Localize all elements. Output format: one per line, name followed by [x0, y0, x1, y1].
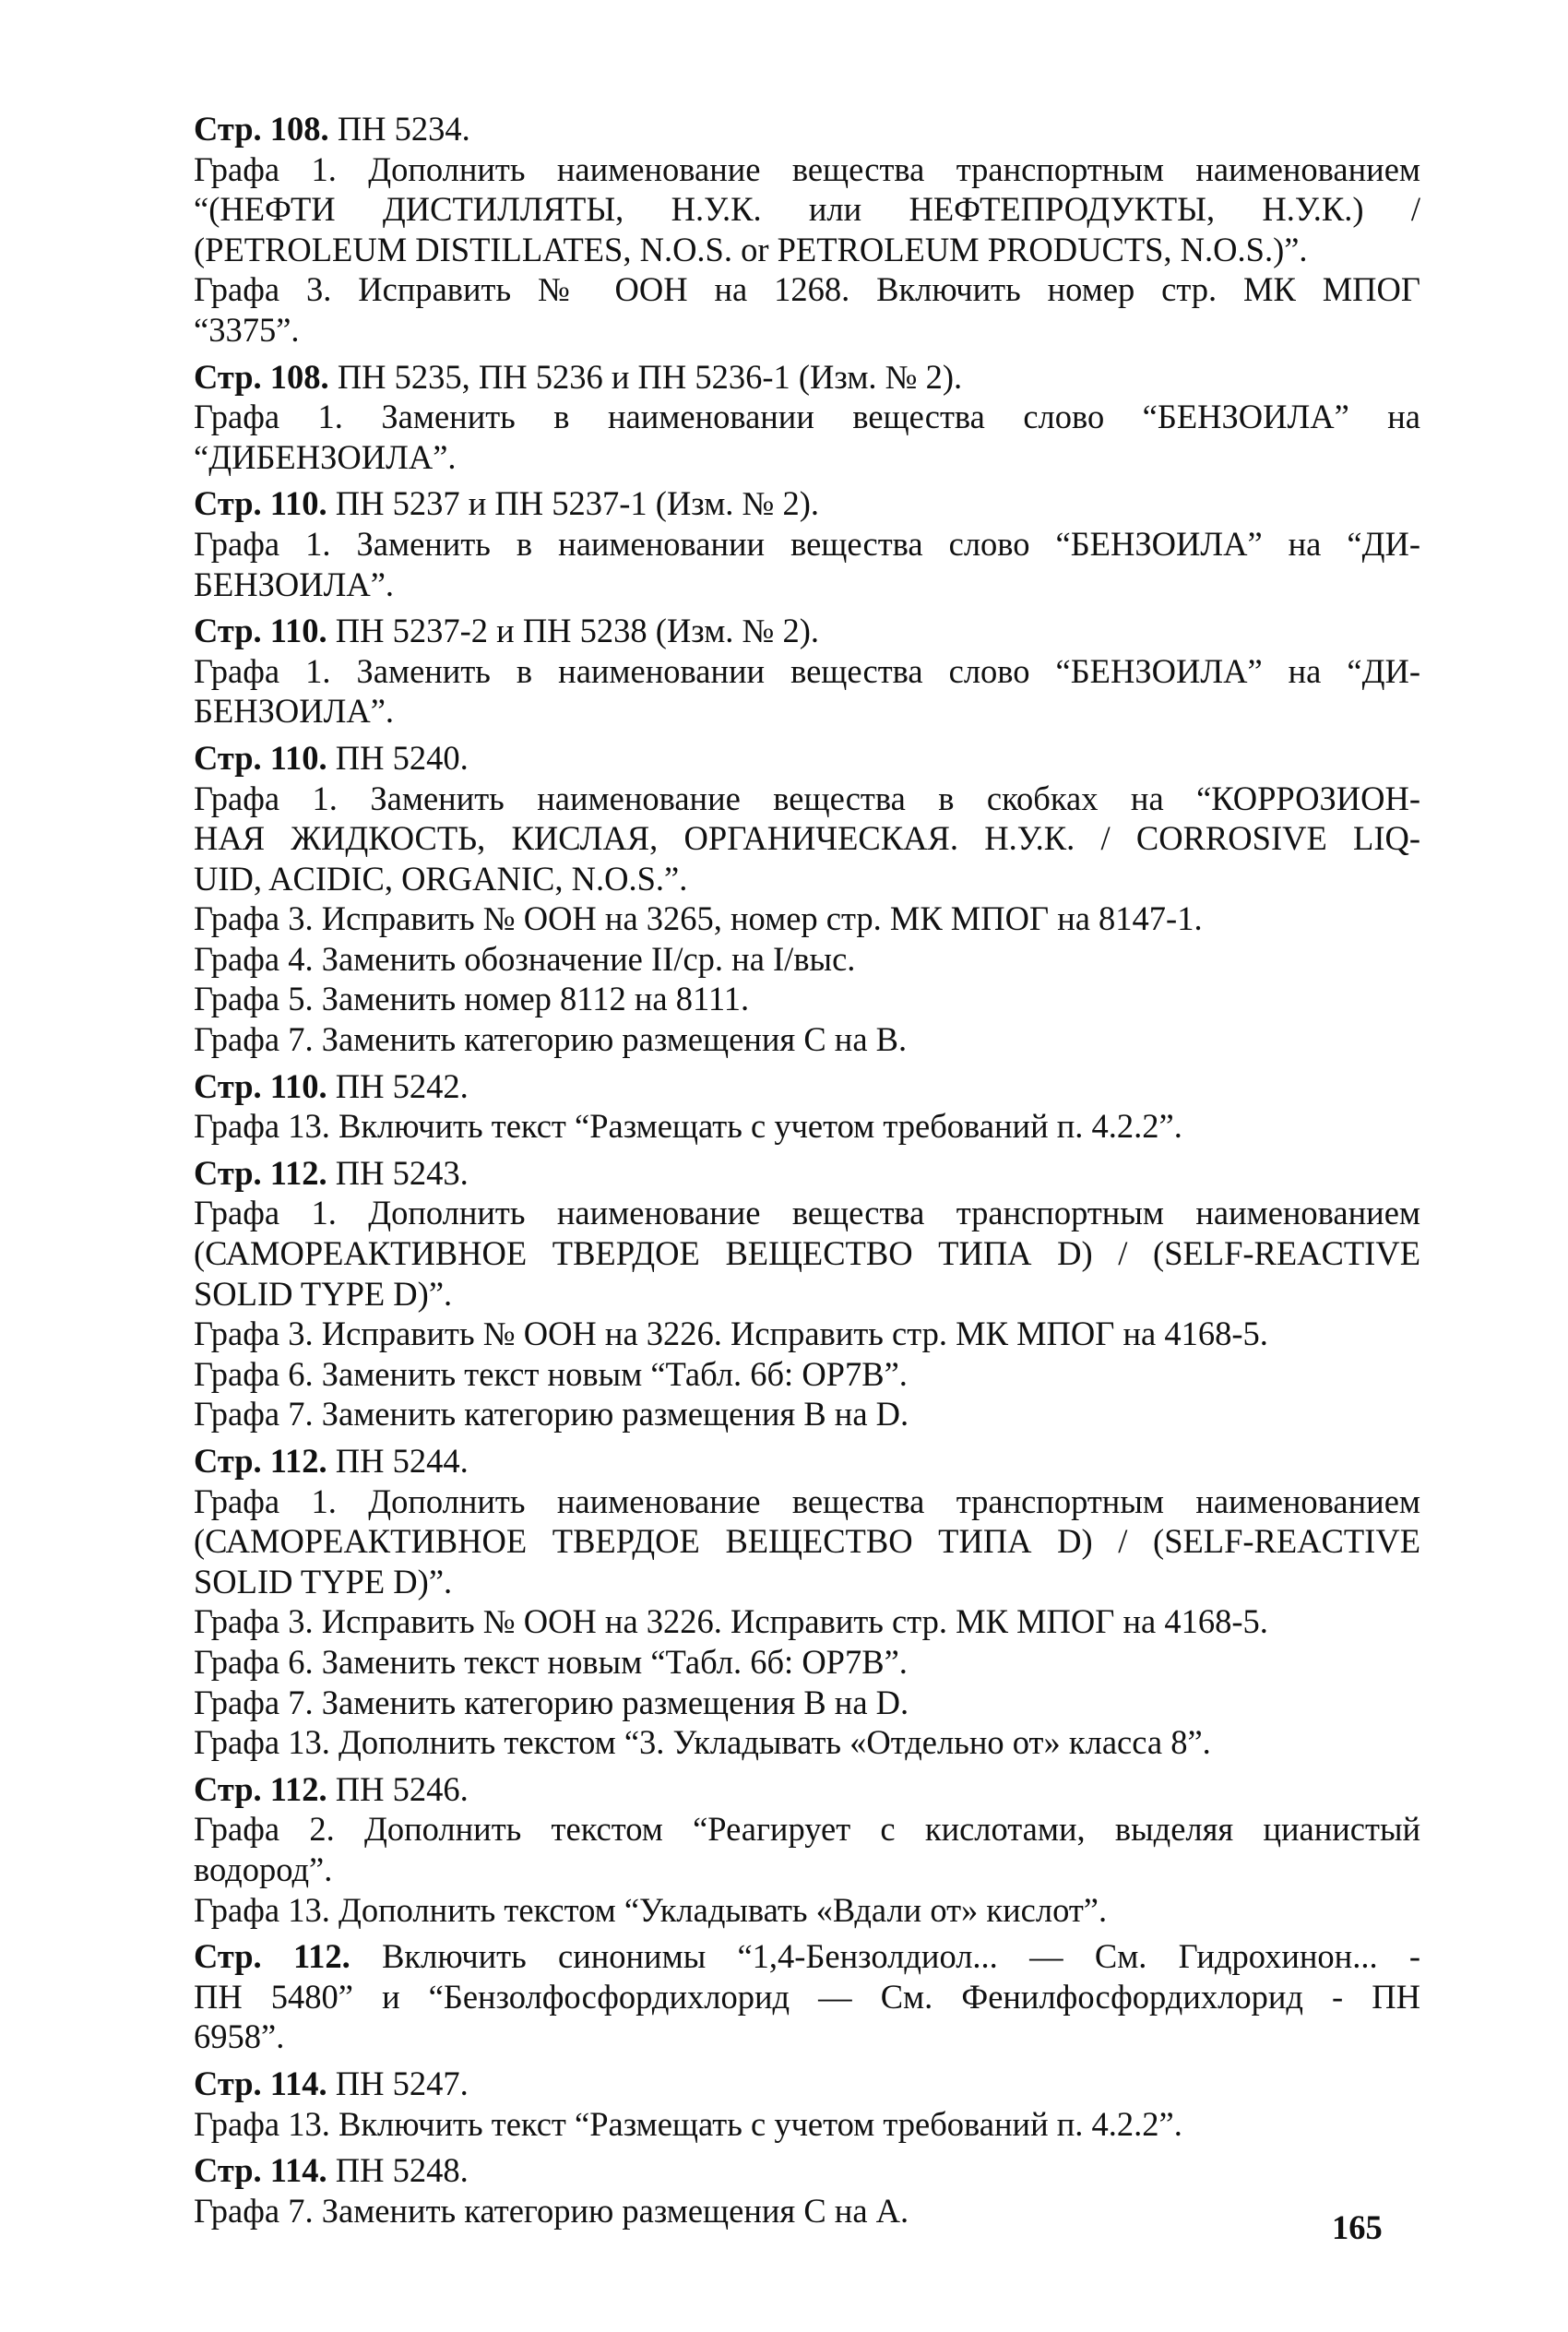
text-line: НАЯ ЖИДКОСТЬ, КИСЛАЯ, ОРГАНИЧЕСКАЯ. Н.У.К. / CORROSIVE LIQ- — [194, 819, 1420, 858]
page-reference: Стр. 114. — [194, 2151, 327, 2190]
text-line: SOLID TYPE D)”. — [194, 1274, 453, 1313]
text-line: Графа 7. Заменить категорию размещения В на D. — [194, 1683, 909, 1721]
page-reference: Стр. 108. — [194, 110, 329, 148]
heading-text: ПН 5237-2 и ПН 5238 (Изм. № 2). — [327, 612, 820, 650]
text-line: SOLID TYPE D)”. — [194, 1562, 453, 1600]
amendment-block — [194, 1066, 1420, 1147]
heading-text: ПН 5237 и ПН 5237-1 (Изм. № 2). — [327, 484, 820, 523]
page-reference: Стр. 110. — [194, 738, 327, 777]
page-content — [194, 109, 1420, 2237]
page-reference: Стр. 108. — [194, 357, 329, 396]
amendment-block — [194, 109, 1420, 351]
amendment-heading — [194, 1441, 1420, 1481]
amendment-heading — [194, 357, 1420, 398]
text-line: Графа 6. Заменить текст новым “Табл. 6б: OP7B”. — [194, 1642, 908, 1681]
text-line: БЕНЗОИЛА”. — [194, 692, 395, 731]
text-line: Графа 1. Заменить наименование вещества в скобках на “КОРРОЗИОН- — [194, 779, 1420, 817]
page-reference: Стр. 110. — [194, 484, 327, 523]
amendment-heading — [194, 611, 1420, 651]
page-reference: Стр. 114. — [194, 2064, 327, 2102]
text-line: Графа 6. Заменить текст новым “Табл. 6б: OP7B”. — [194, 1354, 908, 1393]
text-line: Графа 3. Исправить № ООН на 3265, номер стр. МК МПОГ на 8147-1. — [194, 899, 1203, 938]
amendment-block — [194, 611, 1420, 732]
page-reference: Стр. 112. — [194, 1442, 327, 1480]
text-line: (PETROLEUM DISTILLATES, N.O.S. or PETROLEUM PRODUCTS, N.O.S.)”. — [194, 230, 1308, 268]
text-line: Графа 2. Дополнить текстом “Реагирует с кислотами, выделяя цианистый — [194, 1810, 1420, 1849]
amendment-block — [194, 2064, 1420, 2144]
amendment-block — [194, 1769, 1420, 1930]
amendment-block — [194, 1153, 1420, 1434]
heading-text: ПН 5235, ПН 5236 и ПН 5236-1 (Изм. № 2). — [328, 357, 963, 396]
text-line: Графа 7. Заменить категорию размещения В на D. — [194, 1395, 909, 1434]
text-line: “3375”. — [194, 310, 300, 349]
text-line: 6958”. — [194, 2017, 285, 2056]
text-line: Графа 1. Заменить в наименовании вещества слово “БЕНЗОИЛА” на “ДИ- — [194, 651, 1420, 690]
page-number: 165 — [1332, 2208, 1383, 2246]
heading-text: ПН 5247. — [327, 2064, 469, 2102]
amendment-heading — [194, 738, 1420, 779]
text-line: водород”. — [194, 1850, 333, 1888]
text-line: (САМОРЕАКТИВНОЕ ТВЕРДОЕ ВЕЩЕСТВО ТИПА D) / (SELF-REACTIVE — [194, 1234, 1420, 1273]
text-line: Графа 1. Дополнить наименование вещества транспортным наименованием — [194, 1194, 1420, 1232]
text-line: Графа 7. Заменить категорию размещения С на А. — [194, 2191, 909, 2230]
text-line: Графа 13. Включить текст “Размещать с учетом требований п. 4.2.2”. — [194, 1107, 1182, 1146]
text-line: Графа 3. Исправить № ООН на 3226. Исправить стр. МК МПОГ на 4168-5. — [194, 1315, 1268, 1353]
text-line: “(НЕФТИ ДИСТИЛЛЯТЫ, Н.У.К. или НЕФТЕПРОДУКТЫ, Н.У.К.) / — [194, 190, 1420, 229]
heading-text: ПН 5240. — [327, 738, 469, 777]
text-line: Графа 1. Заменить в наименовании вещества слово “БЕНЗОИЛА” на “ДИ- — [194, 524, 1420, 563]
heading-text: ПН 5243. — [327, 1153, 469, 1192]
text-line: БЕНЗОИЛА”. — [194, 565, 395, 603]
amendment-block — [194, 1441, 1420, 1763]
page-reference: Стр. 112. — [194, 1153, 327, 1192]
page-reference: Стр. 112. — [194, 1769, 327, 1808]
text-line: UID, ACIDIC, ORGANIC, N.O.S.”. — [194, 859, 688, 898]
heading-text: ПН 5244. — [327, 1442, 469, 1480]
page-reference: Стр. 110. — [194, 1066, 327, 1105]
heading-text: Включить синонимы “1,4-Бензолдиол... — См. Гидрохинон... - — [350, 1937, 1420, 1976]
amendment-heading — [194, 483, 1420, 524]
text-line: Графа 1. Дополнить наименование вещества транспортным наименованием — [194, 149, 1420, 188]
heading-text: ПН 5234. — [328, 110, 470, 148]
text-line: Графа 3. Исправить № ООН на 3226. Исправить стр. МК МПОГ на 4168-5. — [194, 1602, 1268, 1641]
page-reference: Стр. 112. — [194, 1937, 350, 1976]
text-line: ПН 5480” и “Бензолфосфордихлорид — См. Фенилфосфордихлорид - ПН — [194, 1977, 1420, 2016]
text-line: Графа 5. Заменить номер 8112 на 8111. — [194, 980, 750, 1018]
text-line: Графа 3. Исправить № ООН на 1268. Включить номер стр. МК МПОГ — [194, 270, 1420, 309]
heading-text: ПН 5242. — [327, 1066, 469, 1105]
text-line: “ДИБЕНЗОИЛА”. — [194, 437, 457, 476]
amendment-heading — [194, 109, 1420, 149]
text-line: Графа 1. Дополнить наименование вещества транспортным наименованием — [194, 1481, 1420, 1520]
text-line: Графа 13. Дополнить текстом “Укладывать «Вдали от» кислот”. — [194, 1890, 1108, 1929]
text-line: (САМОРЕАКТИВНОЕ ТВЕРДОЕ ВЕЩЕСТВО ТИПА D) / (SELF-REACTIVE — [194, 1522, 1420, 1561]
amendment-block — [194, 483, 1420, 604]
text-line: Графа 4. Заменить обозначение II/ср. на I/выс. — [194, 939, 856, 978]
amendment-block — [194, 1936, 1420, 2057]
amendment-heading — [194, 1066, 1420, 1107]
text-line: Графа 7. Заменить категорию размещения С на В. — [194, 1020, 908, 1059]
amendment-heading — [194, 1153, 1420, 1194]
amendment-heading — [194, 1936, 1420, 1977]
text-line: Графа 13. Включить текст “Размещать с учетом требований п. 4.2.2”. — [194, 2104, 1182, 2143]
amendment-block — [194, 357, 1420, 478]
amendment-heading — [194, 1769, 1420, 1810]
text-line: Графа 1. Заменить в наименовании вещества слово “БЕНЗОИЛА” на — [194, 398, 1420, 436]
heading-text: ПН 5246. — [327, 1769, 469, 1808]
amendment-heading — [194, 2064, 1420, 2104]
amendment-block — [194, 2150, 1420, 2231]
text-line: Графа 13. Дополнить текстом “3. Укладывать «Отдельно от» класса 8”. — [194, 1723, 1211, 1762]
amendment-heading — [194, 2150, 1420, 2191]
amendment-block — [194, 738, 1420, 1060]
page-reference: Стр. 110. — [194, 612, 327, 650]
heading-text: ПН 5248. — [327, 2151, 469, 2190]
